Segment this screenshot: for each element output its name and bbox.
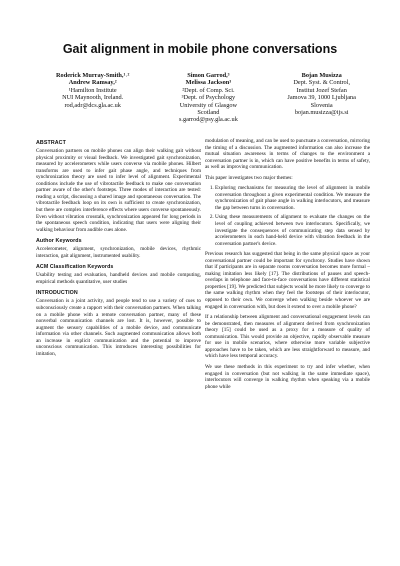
affiliation-line: Jamova 39, 1000 Ljubljana <box>287 94 356 102</box>
affiliation-line: Institut Jozef Stefan <box>296 86 347 94</box>
introduction-text: Conversation is a joint activity, and people tend to use a variety of cues to subconsciously create a rapport with their conversation partners. When talking on a mobile phone with a remote conversation partner, many of these nonverbal communication channels are lost. It is, however, possible to augment the sensory capabilities of a mobile device, and communicate information via other channels. Such augmented communication allows both an increase in explicit communication and the potential to improve unconscious communication. This introduces interesting possibilities for imitation, <box>36 298 201 357</box>
affiliation-line: Scotland <box>197 109 220 117</box>
left-column <box>36 140 201 361</box>
acm-text: Usability testing and evaluation, handheld devices and mobile computing, empirical methods quantitative, user studies <box>36 272 201 285</box>
affiliation-line: ¹Hamilton Institute <box>68 86 117 94</box>
affiliation-line: Dept. Syst. & Control, <box>293 79 351 87</box>
paper-title: Gait alignment in mobile phone conversations <box>62 42 338 56</box>
author-email: bojan.musizza@ijs.si <box>294 109 349 117</box>
author-block-1 <box>56 72 129 124</box>
affiliation-line: NUI Maynooth, Ireland. <box>62 94 124 102</box>
introduction-heading: INTRODUCTION <box>36 290 78 297</box>
affiliation-line: ²Dept. of Comp. Sci. <box>182 86 235 94</box>
author-name: Bojan Musizza <box>301 72 342 79</box>
keywords-heading: Author Keywords <box>36 238 82 245</box>
author-name: Melissa Jackson³ <box>185 79 232 87</box>
list-item: 1. Exploring mechanisms for measuring the level of alignment in mobile conversation throughout a given experimental condition. We measure the synchronization of gait phase angle in walking interlocutors, and measure the gap between turns in conversation. <box>215 185 370 211</box>
body-paragraph: We use these methods in this experiment to try and infer whether, when engaged in conversation (but not walking in the same immediate space), interlocutors will converge in walking rhythm when speaking via a mobile phone while <box>205 363 370 390</box>
affiliation-line: Slovenia <box>310 101 333 109</box>
author-email: s.garrod@psy.gla.ac.uk <box>178 116 238 124</box>
body-paragraph: Previous research has suggested that being in the same physical space as your conversational partner could be important for synchrony. Studies have shown that if participants are in separate rooms conversation becomes more formal – making imitation less likely [17]. The distributions of pauses and speech-overlaps in telephone and face-to-face conversations have different statistical properties [19]. We predicted that subjects would be more likely to converge to the same walking rhythm when they feel the footsteps of their interlocutor, opposed to their own. We converge when walking beside whoever we are engaged in conversation with, but does it extend to over a mobile phone? <box>205 251 370 310</box>
right-column <box>205 138 370 394</box>
affiliation-line: University of Glasgow <box>179 101 238 109</box>
acm-heading: ACM Classification Keywords <box>36 264 114 271</box>
body-paragraph: modulation of meaning, and can be used to punctuate a conversation, mirroring the timing of a discussion. The augmented information can also increase the mutual situation awareness in terms of changes to the environment a conversation partner is in, which can have positive benefits in terms of safety, as well as improving communication. <box>205 138 370 171</box>
list-item: 2. Using these measurements of alignment to evaluate the changes on the level of coupling achieved between two interlocutors. Specifically, we investigate the consequences of communicating step data sensed by accelerometers in each hand-held device with vibration feedback in the conversation partner's device. <box>215 214 370 247</box>
author-block-2 <box>179 72 238 124</box>
theme-list <box>205 185 370 247</box>
author-name: Roderick Murray-Smith,¹˒² <box>56 72 130 79</box>
body-paragraph: If a relationship between alignment and conversational engagement levels can be demonstrated, then measures of alignment derived from synchronization theory [15] could be used as a proxy for a measure of quality of communication. This would provide an objective, rapidly observable measure for use in mobile scenarios, where otherwise more variable subjective approaches have to be taken, which are less straightforward to measure, and which have less temporal accuracy. <box>205 314 370 360</box>
abstract-heading: ABSTRACT <box>36 140 66 146</box>
author-list <box>56 72 356 124</box>
keywords-text: Accelerometer, alignment, synchronization, mobile devices, rhythmic interaction, gait alignment, instrumented usability. <box>36 246 201 259</box>
abstract-text: Conversation partners on mobile phones can align their walking gait without physical proximity or visual feedback. We investigated gait synchronization, measured by accelerometers while users converse via mobile phones. Hilbert transforms are used to infer gait phase angle, and techniques from synchronization theory are used to infer level of alignment. Experimental conditions include the use of vibrotactile feedback to make one conversation partner aware of the other's footsteps. Three modes of interaction are tested: reading a script, discussing a shared image and spontaneous conversation. The vibrotactile feedback loop on its own is sufficient to create synchronization, but there are complex interference effects where users converse spontaneously. Even without vibration crosstalk, synchronization appeared for long periods in the spontaneous speech condition, indicating that users were aligning their walking behaviour from audible cues alone. <box>36 148 201 233</box>
author-email: rod,adr@dcs.gla.ac.uk <box>64 101 121 109</box>
body-paragraph: This paper investigates two major themes: <box>205 174 293 181</box>
author-name: Simon Garrod,³ <box>187 72 230 79</box>
affiliation-line: ³Dept. of Psychology <box>181 94 236 102</box>
author-name: Andrew Ramsay,² <box>68 79 117 87</box>
author-block-3 <box>287 72 356 124</box>
